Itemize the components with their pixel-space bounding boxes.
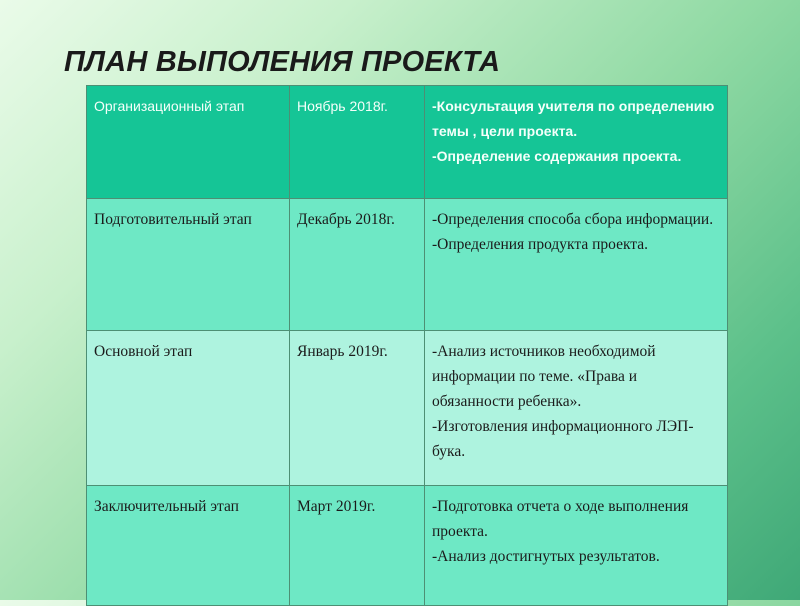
table-row [87,199,728,331]
task-item: -Определения продукта проекта. [432,236,648,253]
stage-cell: Организационный этап [87,86,290,199]
project-plan-table [86,85,728,606]
slide-title: ПЛАН ВЫПОЛЕНИЯ ПРОЕКТА [64,46,501,78]
date-cell: Ноябрь 2018г. [290,86,425,199]
tasks-cell [425,86,728,199]
table-row [87,331,728,486]
task-item: -Подготовка отчета о ходе выполнения проекта. [432,498,689,540]
table-row [87,486,728,606]
tasks-cell [425,486,728,606]
task-item: -Изготовления информационного ЛЭП-бука. [432,418,694,460]
task-item: -Анализ достигнутых результатов. [432,548,660,565]
task-item: -Определения способа сбора информации. [432,211,714,228]
task-item: -Консультация учителя по определению темы , цели проекта. [432,98,715,139]
stage-cell: Основной этап [87,331,290,486]
table-row [87,86,728,199]
task-item: -Анализ источников необходимой информации по теме. «Права и обязанности ребенка». [432,343,656,410]
stage-cell: Подготовительный этап [87,199,290,331]
task-item: -Определение содержания проекта. [432,148,682,164]
stage-cell: Заключительный этап [87,486,290,606]
date-cell: Декабрь 2018г. [290,199,425,331]
tasks-cell [425,331,728,486]
date-cell: Январь 2019г. [290,331,425,486]
tasks-cell [425,199,728,331]
date-cell: Март 2019г. [290,486,425,606]
